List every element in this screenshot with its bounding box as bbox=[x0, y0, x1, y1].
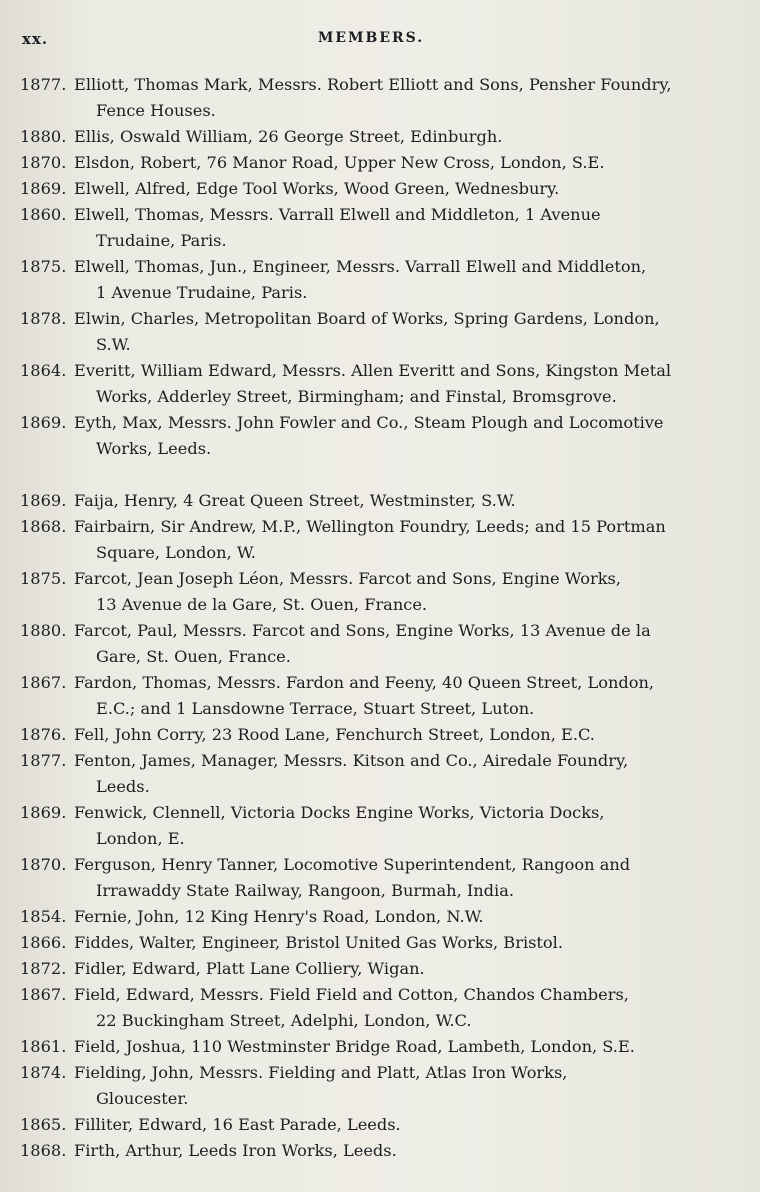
member-line: Filliter, Edward, 16 East Parade, Leeds. bbox=[74, 1115, 401, 1134]
member-year: 1870. bbox=[20, 855, 67, 874]
member-line: Ellis, Oswald William, 26 George Street, Edinburgh. bbox=[74, 127, 503, 146]
member-year: 1869. bbox=[20, 179, 67, 198]
member-entry bbox=[0, 488, 760, 514]
member-line-continued: Irrawaddy State Railway, Rangoon, Burmah, India. bbox=[96, 881, 515, 900]
member-entry bbox=[0, 956, 760, 982]
member-entry bbox=[0, 904, 760, 930]
member-entry bbox=[0, 306, 760, 358]
letter-section-gap bbox=[0, 462, 760, 488]
member-year: 1854. bbox=[20, 907, 67, 926]
member-line: Fell, John Corry, 23 Rood Lane, Fenchurch Street, London, E.C. bbox=[74, 725, 595, 744]
member-entry bbox=[0, 1112, 760, 1138]
member-year: 1869. bbox=[20, 803, 67, 822]
member-line: Firth, Arthur, Leeds Iron Works, Leeds. bbox=[74, 1141, 397, 1160]
member-line-continued: 22 Buckingham Street, Adelphi, London, W.C. bbox=[96, 1011, 472, 1030]
member-year: 1875. bbox=[20, 257, 67, 276]
member-entry bbox=[0, 176, 760, 202]
member-year: 1860. bbox=[20, 205, 67, 224]
member-year: 1861. bbox=[20, 1037, 67, 1056]
member-entry bbox=[0, 410, 760, 462]
member-entry bbox=[0, 150, 760, 176]
member-line: Fenton, James, Manager, Messrs. Kitson and Co., Airedale Foundry, bbox=[74, 751, 629, 770]
member-line: Elwell, Thomas, Jun., Engineer, Messrs. Varrall Elwell and Middleton, bbox=[74, 257, 647, 276]
member-line: Elwin, Charles, Metropolitan Board of Works, Spring Gardens, London, bbox=[74, 309, 660, 328]
member-line-continued: Square, London, W. bbox=[96, 543, 256, 562]
member-line: Fielding, John, Messrs. Fielding and Platt, Atlas Iron Works, bbox=[74, 1063, 568, 1082]
page-header bbox=[22, 30, 720, 52]
member-year: 1868. bbox=[20, 517, 67, 536]
member-line-continued: E.C.; and 1 Lansdowne Terrace, Stuart Street, Luton. bbox=[96, 699, 535, 718]
member-line-continued: Trudaine, Paris. bbox=[96, 231, 227, 250]
member-entry bbox=[0, 800, 760, 852]
page-title: MEMBERS. bbox=[317, 30, 425, 46]
member-entry bbox=[0, 254, 760, 306]
member-line: Farcot, Jean Joseph Léon, Messrs. Farcot and Sons, Engine Works, bbox=[74, 569, 622, 588]
member-entry bbox=[0, 722, 760, 748]
member-year: 1867. bbox=[20, 985, 67, 1004]
member-entry bbox=[0, 930, 760, 956]
member-line: Elwell, Thomas, Messrs. Varrall Elwell and Middleton, 1 Avenue bbox=[74, 205, 601, 224]
member-entry bbox=[0, 1034, 760, 1060]
member-entry bbox=[0, 514, 760, 566]
member-line: Farcot, Paul, Messrs. Farcot and Sons, Engine Works, 13 Avenue de la bbox=[74, 621, 651, 640]
member-line: Fenwick, Clennell, Victoria Docks Engine Works, Victoria Docks, bbox=[74, 803, 605, 822]
member-line: Field, Edward, Messrs. Field Field and Cotton, Chandos Chambers, bbox=[74, 985, 629, 1004]
member-year: 1874. bbox=[20, 1063, 67, 1082]
member-year: 1870. bbox=[20, 153, 67, 172]
member-line-continued: London, E. bbox=[96, 829, 185, 848]
member-line: Fardon, Thomas, Messrs. Fardon and Feeny, 40 Queen Street, London, bbox=[74, 673, 655, 692]
member-entry bbox=[0, 72, 760, 124]
member-line-continued: Gare, St. Ouen, France. bbox=[96, 647, 291, 666]
member-year: 1865. bbox=[20, 1115, 67, 1134]
member-line-continued: Works, Adderley Street, Birmingham; and Finstal, Bromsgrove. bbox=[96, 387, 617, 406]
member-entry bbox=[0, 566, 760, 618]
member-line: Eyth, Max, Messrs. John Fowler and Co., Steam Plough and Locomotive bbox=[74, 413, 664, 432]
member-line-continued: S.W. bbox=[96, 335, 131, 354]
member-entry bbox=[0, 748, 760, 800]
member-line: Everitt, William Edward, Messrs. Allen Everitt and Sons, Kingston Metal bbox=[74, 361, 672, 380]
member-entry bbox=[0, 1138, 760, 1164]
member-line: Elwell, Alfred, Edge Tool Works, Wood Green, Wednesbury. bbox=[74, 179, 560, 198]
member-year: 1864. bbox=[20, 361, 67, 380]
member-year: 1868. bbox=[20, 1141, 67, 1160]
member-line: Field, Joshua, 110 Westminster Bridge Road, Lambeth, London, S.E. bbox=[74, 1037, 635, 1056]
member-line-continued: Fence Houses. bbox=[96, 101, 216, 120]
member-line-continued: 13 Avenue de la Gare, St. Ouen, France. bbox=[96, 595, 428, 614]
member-year: 1880. bbox=[20, 621, 67, 640]
members-list bbox=[0, 72, 760, 1164]
member-line-continued: 1 Avenue Trudaine, Paris. bbox=[96, 283, 308, 302]
member-entry bbox=[0, 358, 760, 410]
member-line: Ferguson, Henry Tanner, Locomotive Superintendent, Rangoon and bbox=[74, 855, 631, 874]
member-entry bbox=[0, 852, 760, 904]
member-line: Fiddes, Walter, Engineer, Bristol United Gas Works, Bristol. bbox=[74, 933, 564, 952]
member-line-continued: Leeds. bbox=[96, 777, 150, 796]
member-entry bbox=[0, 1060, 760, 1112]
member-year: 1867. bbox=[20, 673, 67, 692]
member-line: Fairbairn, Sir Andrew, M.P., Wellington Foundry, Leeds; and 15 Portman bbox=[74, 517, 666, 536]
member-line-continued: Works, Leeds. bbox=[96, 439, 212, 458]
member-entry bbox=[0, 618, 760, 670]
member-year: 1878. bbox=[20, 309, 67, 328]
member-year: 1872. bbox=[20, 959, 67, 978]
member-year: 1876. bbox=[20, 725, 67, 744]
member-entry bbox=[0, 982, 760, 1034]
member-year: 1877. bbox=[20, 751, 67, 770]
member-line: Fidler, Edward, Platt Lane Colliery, Wigan. bbox=[74, 959, 425, 978]
member-entry bbox=[0, 670, 760, 722]
member-year: 1877. bbox=[20, 75, 67, 94]
member-line-continued: Gloucester. bbox=[96, 1089, 189, 1108]
member-entry bbox=[0, 202, 760, 254]
member-year: 1869. bbox=[20, 491, 67, 510]
member-line: Faija, Henry, 4 Great Queen Street, Westminster, S.W. bbox=[74, 491, 516, 510]
member-line: Fernie, John, 12 King Henry's Road, London, N.W. bbox=[74, 907, 484, 926]
page-number: xx. bbox=[22, 30, 49, 48]
member-year: 1866. bbox=[20, 933, 67, 952]
member-year: 1869. bbox=[20, 413, 67, 432]
member-line: Elliott, Thomas Mark, Messrs. Robert Elliott and Sons, Pensher Foundry, bbox=[74, 75, 672, 94]
member-year: 1880. bbox=[20, 127, 67, 146]
member-year: 1875. bbox=[20, 569, 67, 588]
member-entry bbox=[0, 124, 760, 150]
member-line: Elsdon, Robert, 76 Manor Road, Upper New Cross, London, S.E. bbox=[74, 153, 605, 172]
